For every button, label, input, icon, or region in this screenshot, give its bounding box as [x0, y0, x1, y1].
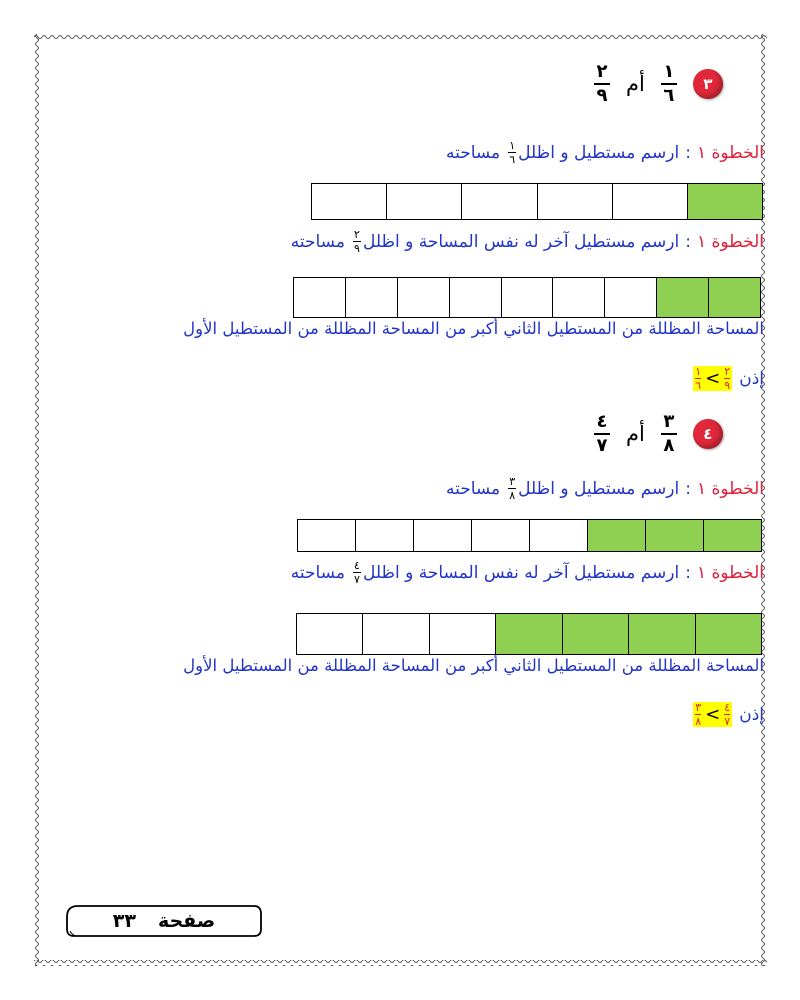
shaded-part [695, 614, 761, 654]
shaded-part [495, 614, 561, 654]
step-fraction: $\frac{٤}{٧}$ [354, 559, 360, 586]
q3-conclusion: المساحة المظللة من المستطيل الثاني أكبر من المساحة المظللة من المستطيل الأول [183, 319, 764, 338]
result-inequality [693, 702, 732, 727]
step-label: الخطوة ١ [696, 142, 764, 163]
empty-part [449, 278, 501, 317]
step-text: ارسم مستطيل آخر له نفس المساحة و اظلل [362, 562, 680, 583]
question-3-header [594, 62, 723, 106]
q3-step-2 [291, 229, 764, 254]
step-colon: : [685, 562, 691, 583]
q3-result [693, 366, 764, 391]
step-colon: : [685, 142, 691, 163]
empty-part [552, 278, 604, 317]
empty-part [501, 278, 553, 317]
less-than-sign: < [705, 704, 721, 725]
step-label: الخطوة ١ [696, 478, 764, 499]
q4-rectangle-1 [297, 519, 762, 552]
shaded-part [703, 520, 761, 551]
fraction-b: $\frac{٢}{٩}$ [594, 63, 610, 105]
step-fraction: $\frac{٣}{٨}$ [509, 475, 516, 502]
connector-word: أم [626, 422, 645, 446]
empty-part [429, 614, 495, 654]
shaded-part [708, 278, 760, 317]
q3-step-1 [446, 140, 764, 165]
shaded-part [587, 520, 645, 551]
step-text: ارسم مستطيل و اظلل [518, 142, 680, 163]
empty-part [312, 184, 386, 219]
result-left-fraction: $\frac{١}{٦}$ [695, 365, 702, 392]
step-fraction: $\frac{١}{٦}$ [509, 139, 516, 166]
q4-step-1 [446, 476, 764, 501]
less-than-sign: < [705, 368, 721, 389]
empty-part [604, 278, 656, 317]
fraction-b: $\frac{٤}{٧}$ [594, 413, 610, 455]
step-text: ارسم مستطيل و اظلل [518, 478, 680, 499]
q4-step-2 [291, 560, 764, 585]
fraction-a: $\frac{١}{٦}$ [661, 63, 677, 105]
result-right-fraction: $\frac{٢}{٩}$ [724, 365, 731, 392]
empty-part [362, 614, 428, 654]
empty-part [397, 278, 449, 317]
result-inequality [693, 366, 732, 391]
shaded-part [656, 278, 708, 317]
page-number-label [66, 905, 262, 937]
q4-conclusion: المساحة المظللة من المستطيل الثاني أكبر من المساحة المظللة من المستطيل الأول [183, 656, 764, 675]
connector-word: أم [626, 72, 645, 96]
q4-rectangle-2 [296, 613, 762, 655]
step-label: الخطوة ١ [696, 231, 764, 252]
empty-part [461, 184, 536, 219]
empty-part [355, 520, 413, 551]
step-fraction: $\frac{٢}{٩}$ [354, 228, 360, 255]
shaded-part [628, 614, 694, 654]
question-4-header [594, 412, 723, 456]
area-word: مساحته [290, 231, 345, 252]
then-word: إذن [739, 368, 764, 389]
q3-rectangle-2 [293, 277, 761, 318]
question-number-badge: ٣ [693, 69, 723, 99]
step-label: الخطوة ١ [696, 562, 764, 583]
fraction-a: $\frac{٣}{٨}$ [661, 413, 677, 455]
shaded-part [562, 614, 628, 654]
empty-part [612, 184, 687, 219]
area-word: مساحته [445, 142, 501, 163]
empty-part [345, 278, 397, 317]
result-right-fraction: $\frac{٤}{٧}$ [724, 701, 731, 728]
empty-part [386, 184, 461, 219]
area-word: مساحته [445, 478, 501, 499]
step-colon: : [685, 231, 691, 252]
empty-part [298, 520, 355, 551]
q3-rectangle-1 [311, 183, 763, 220]
empty-part [297, 614, 362, 654]
shaded-part [687, 184, 762, 219]
empty-part [537, 184, 612, 219]
then-word: إذن [739, 704, 764, 725]
question-number-badge: ٤ [693, 419, 723, 449]
shaded-part [645, 520, 703, 551]
empty-part [294, 278, 345, 317]
empty-part [529, 520, 587, 551]
empty-part [413, 520, 471, 551]
page-word: صفحة [157, 910, 216, 932]
step-colon: : [685, 478, 691, 499]
result-left-fraction: $\frac{٣}{٨}$ [695, 701, 702, 728]
page-number: ٣٣ [112, 910, 136, 932]
area-word: مساحته [290, 562, 345, 583]
empty-part [471, 520, 529, 551]
step-text: ارسم مستطيل آخر له نفس المساحة و اظلل [362, 231, 680, 252]
q4-result [693, 702, 764, 727]
